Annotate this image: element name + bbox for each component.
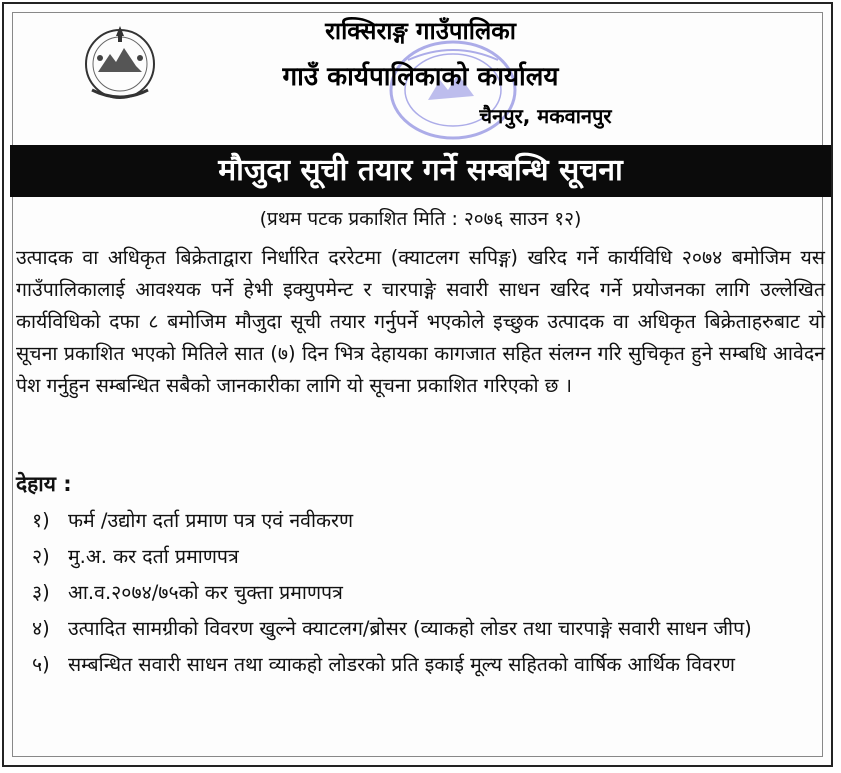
list-item	[16, 577, 825, 609]
list-item	[16, 541, 825, 573]
list-item-text: आ.व.२०७४/७५को कर चुक्ता प्रमाणपत्र	[68, 581, 343, 604]
list-item	[16, 505, 825, 537]
list-item-number: ३)	[32, 581, 50, 604]
list-item-text: उत्पादित सामग्रीको विवरण खुल्ने क्याटलग/ब्रोसर (व्याकहो लोडर तथा चारपाङ्गे सवारी साधन जीप)	[68, 617, 752, 640]
list-item-number: १)	[32, 509, 50, 532]
office-name: राक्सिराङ्ग गाउँपालिका	[325, 17, 516, 45]
list-item-number: २)	[32, 545, 50, 568]
office-subtitle: गाउँ कार्यपालिकाको कार्यालय	[282, 62, 559, 92]
list-item-text: सम्बन्धित सवारी साधन तथा व्याकहो लोडरको प्रति इकाई मूल्य सहितको वार्षिक आर्थिक विवरण	[68, 653, 735, 676]
notice-title-banner	[10, 145, 831, 197]
notice-title: मौजुदा सूची तयार गर्ने सम्बन्धि सूचना	[218, 153, 623, 188]
notice-body: उत्पादक वा अधिकृत बिक्रेताद्वारा निर्धारित दररेटमा (क्याटलग सपिङ्ग) खरिद गर्ने कार्यविधि २०७४ बमोजिम यस गाउँपालिकालाई आवश्यक पर्ने हेभी इक्युपमेन्ट र चारपाङ्गे सवारी साधन खरिद गर्ने प्रयोजनका लागि उल्लेखित कार्यविधिको दफा ८ बमोजिम मौजुदा सूची तयार गर्नुपर्ने भएकोले इच्छुक उत्पादक वा अधिकृत बिक्रेताहरुबाट यो सूचना प्रकाशित भएको मितिले सात (७) दिन भित्र देहायका कागजात सहित संलग्न गरि सुचिकृत हुने सम्बधि आवेदन पेश गर्नुहुन सम्बन्धित सबैको जानकारीका लागि यो सूचना प्रकाशित गरिएको छ ।	[16, 246, 825, 397]
published-date: (प्रथम पटक प्रकाशित मिति : २०७६ साउन १२)	[259, 208, 582, 230]
requirements-list	[16, 505, 825, 685]
list-item	[16, 613, 825, 645]
list-item-text: फर्म /उद्योग दर्ता प्रमाण पत्र एवं नवीकरण	[68, 509, 354, 532]
office-address: चैनपुर, मकवानपुर	[479, 104, 612, 128]
list-item-text: मु.अ. कर दर्ता प्रमाणपत्र	[68, 545, 239, 568]
list-item-number: ५)	[32, 653, 50, 676]
list-item-number: ४)	[32, 617, 50, 640]
requirements-heading: देहाय :	[16, 472, 72, 496]
list-item	[16, 649, 825, 681]
